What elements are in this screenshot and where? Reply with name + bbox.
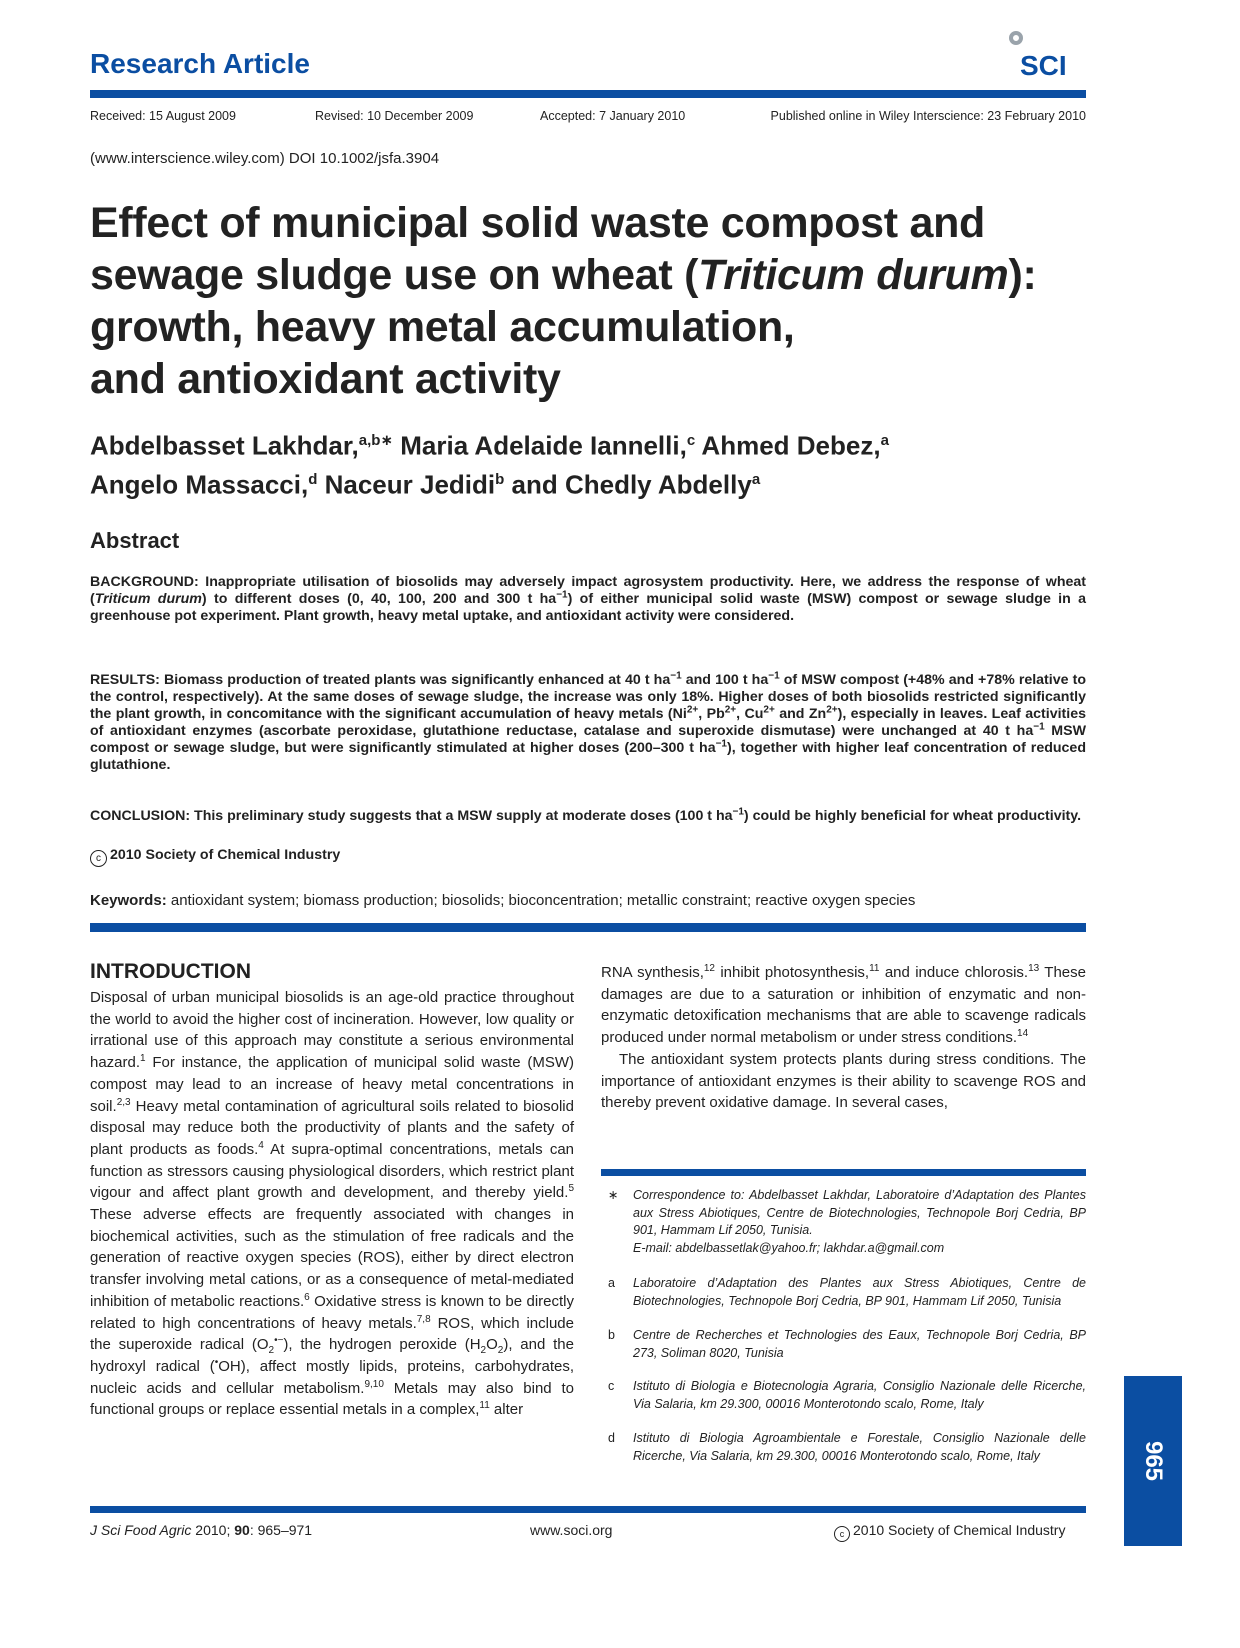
title-line-4: and antioxidant activity: [90, 355, 561, 403]
section-rule: [90, 923, 1086, 932]
abstract-results: RESULTS: Biomass production of treated plants was significantly enhanced at 40 t $ha^{-1}$ and 100 t $ha^{-1}$ of MSW compost (+48% and +78% relative to the control, respectively). At the same doses of sewage sludge, the increase was only 18%. Higher doses of both biosolids restricted significantly the plant growth, in concomitance with the significant accumulation of heavy metals ($Ni^{2+}$, $Pb^{2+}$, $Cu^{2+}$ and $Zn^{2+}$), especially in leaves. Leaf activities of antioxidant enzymes (ascorbate peroxidase, glutathione reductase, catalase and superoxide dismutase) were unchanged at 40 t $ha^{-1}$ MSW compost or sewage sludge, but were significantly stimulated at higher doses (200–300 t $ha^{-1}$), together with higher leaf concentration of reduced glutathione.: [90, 670, 1086, 773]
title-line-2: sewage sludge use on wheat (Triticum durum):: [90, 251, 1037, 299]
footer-copyright: c 2010 Society of Chemical Industry: [834, 1522, 1065, 1542]
article-dates: [90, 109, 1086, 125]
abstract-copyright: c 2010 Society of Chemical Industry: [90, 847, 340, 867]
logo-text: SCI: [1020, 50, 1067, 81]
received-date: Received: 15 August 2009: [90, 109, 236, 123]
footer-rule: [90, 1506, 1086, 1513]
intro-right-para-1: RNA synthesis,$^{12}$ inhibit photosynthesis,$^{11}$ and induce chlorosis.$^{13}$ These damages are due to a saturation or inhibition of enzymatic and non-enzymatic detoxification mechanisms that are able to scavenge radicals produced under normal metabolism or under stress conditions.$^{14}$: [601, 963, 1086, 1047]
doi-line[interactable]: (www.interscience.wiley.com) DOI 10.1002/jsfa.3904: [90, 150, 440, 167]
logo-ring-icon: [1009, 31, 1023, 45]
intro-left-column: Disposal of urban municipal biosolids is an age-old practice throughout the world to avoid the higher cost of incineration. However, low quality or irrational use of this approach may constitute a serious environmental hazard.$^1$ For instance, the application of municipal solid waste (MSW) compost may lead to an increase of heavy metal concentrations in soil.$^{2,3}$ Heavy metal contamination of agricultural soils related to biosolid disposal may reduce both the productivity of plants and the safety of plant products as foods.$^4$ At supra-optimal concentrations, metals can function as stressors causing physiological disorders, which restrict plant vigour and affect plant growth and development, and thereby yield.$^5$ These adverse effects are frequently associated with changes in biochemical activities, such as the stimulation of free radicals and the generation of reactive oxygen species (ROS), either by direct electron transfer involving metal cations, or as a consequence of metal-mediated inhibition of metabolic reactions.$^6$ Oxidative stress is known to be directly related to high concentrations of heavy metals.$^{7,8}$ ROS, which include the superoxide radical $(O_2^{•-})$, the hydrogen peroxide $(H_2O_2)$, and the hydroxyl radical (•OH), affect mostly lipids, proteins, carbohydrates, nucleic acids and cellular metabolism.$^{9,10}$ Metals may also bind to functional groups or replace essential metals in a complex,$^{11}$ alter: [90, 989, 574, 1419]
page-number: 965: [1140, 1440, 1167, 1482]
abstract-heading: Abstract: [90, 528, 180, 553]
footer-copyright-icon: c: [834, 1526, 850, 1542]
revised-date: Revised: 10 December 2009: [315, 109, 474, 123]
footnote-rule: [601, 1169, 1086, 1176]
abstract-conclusion: CONCLUSION: This preliminary study suggests that a MSW supply at moderate doses (100 t $ha^{-1}$) could be highly beneficial for wheat productivity.: [90, 806, 1082, 824]
footnote-affiliation-c: c Istituto di Biologia e Biotecnologia Agraria, Consiglio Nazionale delle Ricerche, Via Salaria, km 29.300, 00016 Monterotondo scalo, Rome, Italy: [608, 1379, 1086, 1411]
intro-right-para-2: The antioxidant system protects plants during stress conditions. The importance of antioxidant enzymes is their ability to scavenge ROS and thereby prevent oxidative damage. In several cases,: [601, 1050, 1086, 1112]
title-line-3: growth, heavy metal accumulation,: [90, 303, 795, 351]
accepted-date: Accepted: 7 January 2010: [540, 109, 686, 123]
footnote-affiliation-b: b Centre de Recherches et Technologies des Eaux, Technopole Borj Cedria, BP 273, Soliman 8020, Tunisia: [608, 1328, 1086, 1360]
intro-right-column: [601, 962, 1086, 1114]
header-rule: [90, 90, 1086, 98]
keywords-line: Keywords: antioxidant system; biomass production; biosolids; bioconcentration; metallic constraint; reactive oxygen species: [90, 892, 916, 909]
abstract-background: BACKGROUND: Inappropriate utilisation of biosolids may adversely impact agrosystem productivity. Here, we address the response of wheat (Triticum durum) to different doses (0, 40, 100, 200 and 300 t $ha^{-1}$) of either municipal solid waste (MSW) compost or sewage sludge in a greenhouse pot experiment. Plant growth, heavy metal uptake, and antioxidant activity were considered.: [90, 574, 1086, 624]
footnote-affiliation-d: d Istituto di Biologia Agroambientale e Forestale, Consiglio Nazionale delle Ricerche, Via Salaria, km 29.300, 00016 Monterotondo scalo, Rome, Italy: [608, 1431, 1086, 1463]
author-line-1: Abdelbasset Lakhdar,$^{a,b∗}$ Maria Adelaide Iannelli,$^c$ Ahmed Debez,$^a$: [90, 430, 889, 461]
author-line-2: Angelo Massacci,$^d$ Naceur Jedidi$^b$ and Chedly Abdelly$^a$: [90, 469, 761, 500]
sci-logo: [1006, 28, 1086, 80]
published-date: Published online in Wiley Interscience: 23 February 2010: [770, 109, 1086, 123]
correspondence-email[interactable]: E-mail: abdelbassetlak@yahoo.fr; lakhdar.a@gmail.com: [633, 1240, 945, 1255]
title-line-1: Effect of municipal solid waste compost and: [90, 199, 986, 247]
page-number-tab: [1124, 1376, 1182, 1546]
article-type-heading: Research Article: [90, 48, 310, 79]
copyright-icon: c: [90, 850, 107, 867]
footnote-correspondence: ∗ Correspondence to: Abdelbasset Lakhdar, Laboratoire d’Adaptation des Plantes aux Stress Abiotiques, Centre de Biotechnologies, Technopole Borj Cedria, BP 901, Hammam Lif 2050, Tunisia. E-mail: abdelbassetlak@yahoo.fr; lakhdar.a@gmail.com: [608, 1188, 1086, 1255]
introduction-heading: INTRODUCTION: [90, 960, 251, 983]
author-list: [90, 424, 1090, 501]
journal-citation: J Sci Food Agric 2010; 90: 965–971: [90, 1522, 313, 1538]
footnote-affiliation-a: a Laboratoire d’Adaptation des Plantes aux Stress Abiotiques, Centre de Biotechnologies, Technopole Borj Cedria, BP 901, Hammam Lif 2050, Tunisia: [608, 1276, 1086, 1308]
article-title: [90, 197, 1090, 405]
society-url[interactable]: www.soci.org: [530, 1522, 613, 1538]
